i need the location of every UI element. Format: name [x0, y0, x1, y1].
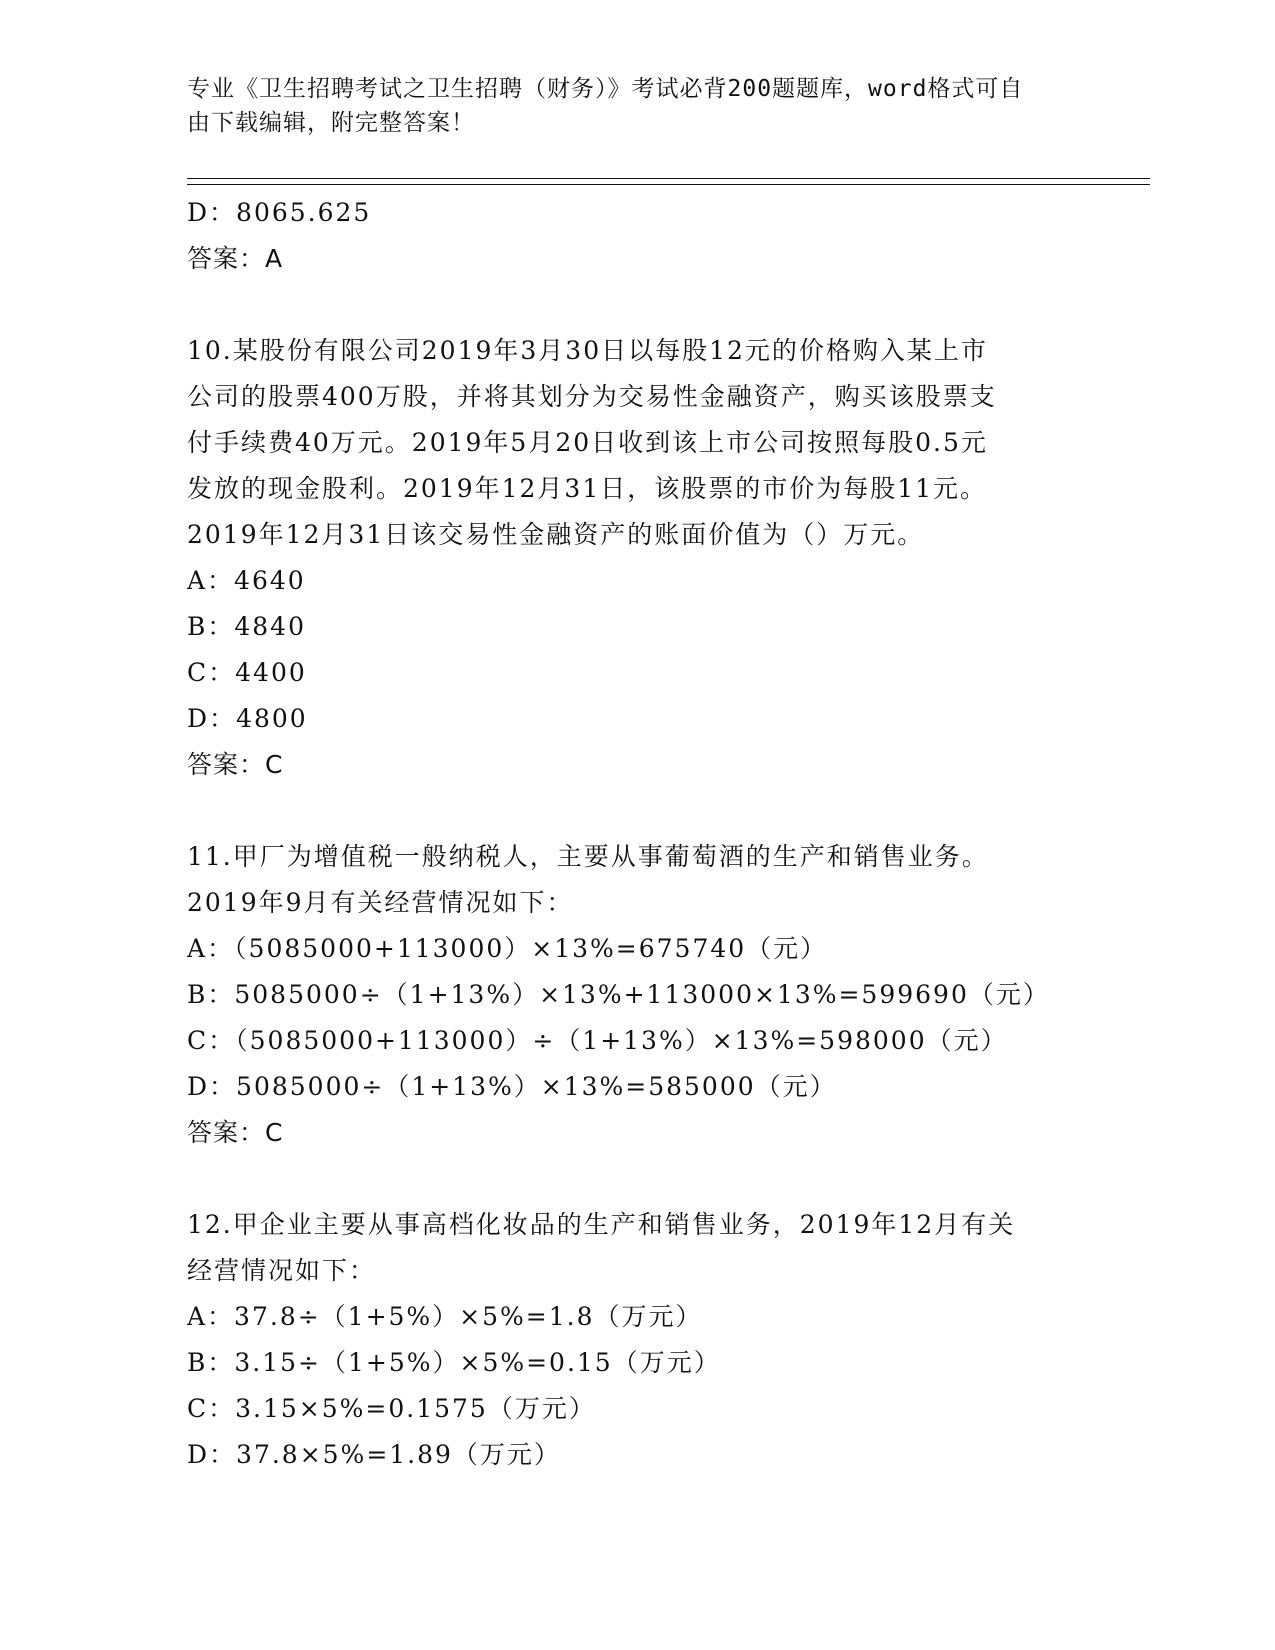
question-text-line: 公司的股票400万股，并将其划分为交易性金融资产，购买该股票支 — [187, 382, 997, 411]
answer-line: 答案：C — [187, 750, 284, 779]
question-text-line: 11.甲厂为增值税一般纳税人，主要从事葡萄酒的生产和销售业务。 — [187, 842, 989, 871]
option-d: D：4800 — [187, 704, 308, 733]
question-text-line: 2019年9月有关经营情况如下： — [187, 888, 574, 917]
option-a: A：（5085000+113000）×13%=675740（元） — [187, 934, 828, 963]
header-line-1: 专业《卫生招聘考试之卫生招聘（财务）》考试必背200题题库，word格式可自 — [187, 76, 1024, 102]
question-11 — [187, 834, 1087, 1156]
question-text-line: 12.甲企业主要从事高档化妆品的生产和销售业务，2019年12月有关 — [187, 1210, 1016, 1239]
question-12 — [187, 1202, 1087, 1478]
header-rule-bottom — [187, 184, 1150, 185]
option-d: D：5085000÷（1+13%）×13%=585000（元） — [187, 1072, 837, 1101]
question-text-line: 2019年12月31日该交易性金融资产的账面价值为（）万元。 — [187, 520, 925, 549]
option-b: B：5085000÷（1+13%）×13%+113000×13%=599690（元） — [187, 980, 1050, 1009]
question-text-line: 经营情况如下： — [187, 1256, 377, 1285]
option-d: D：8065.625 — [187, 198, 372, 227]
option-c: C：4400 — [187, 658, 307, 687]
option-c: C：（5085000+113000）÷（1+13%）×13%=598000（元） — [187, 1026, 1008, 1055]
option-a: A：4640 — [187, 566, 306, 595]
question-text-line: 发放的现金股利。2019年12月31日，该股票的市价为每股11元。 — [187, 474, 988, 503]
document-body — [187, 190, 1087, 1478]
option-b: B：3.15÷（1+5%）×5%=0.15（万元） — [187, 1348, 721, 1377]
page-header — [187, 72, 1087, 140]
answer-line: 答案：A — [187, 244, 284, 273]
question-text-line: 10.某股份有限公司2019年3月30日以每股12元的价格购入某上市 — [187, 336, 988, 365]
option-b: B：4840 — [187, 612, 306, 641]
question-text-line: 付手续费40万元。2019年5月20日收到该上市公司按照每股0.5元 — [187, 428, 988, 457]
option-c: C：3.15×5%=0.1575（万元） — [187, 1394, 596, 1423]
header-line-2: 由下载编辑，附完整答案！ — [187, 110, 475, 136]
question-10 — [187, 328, 1087, 788]
header-rule-top — [187, 178, 1150, 179]
option-d: D：37.8×5%=1.89（万元） — [187, 1440, 561, 1469]
option-a: A：37.8÷（1+5%）×5%=1.8（万元） — [187, 1302, 703, 1331]
answer-line: 答案：C — [187, 1118, 284, 1147]
